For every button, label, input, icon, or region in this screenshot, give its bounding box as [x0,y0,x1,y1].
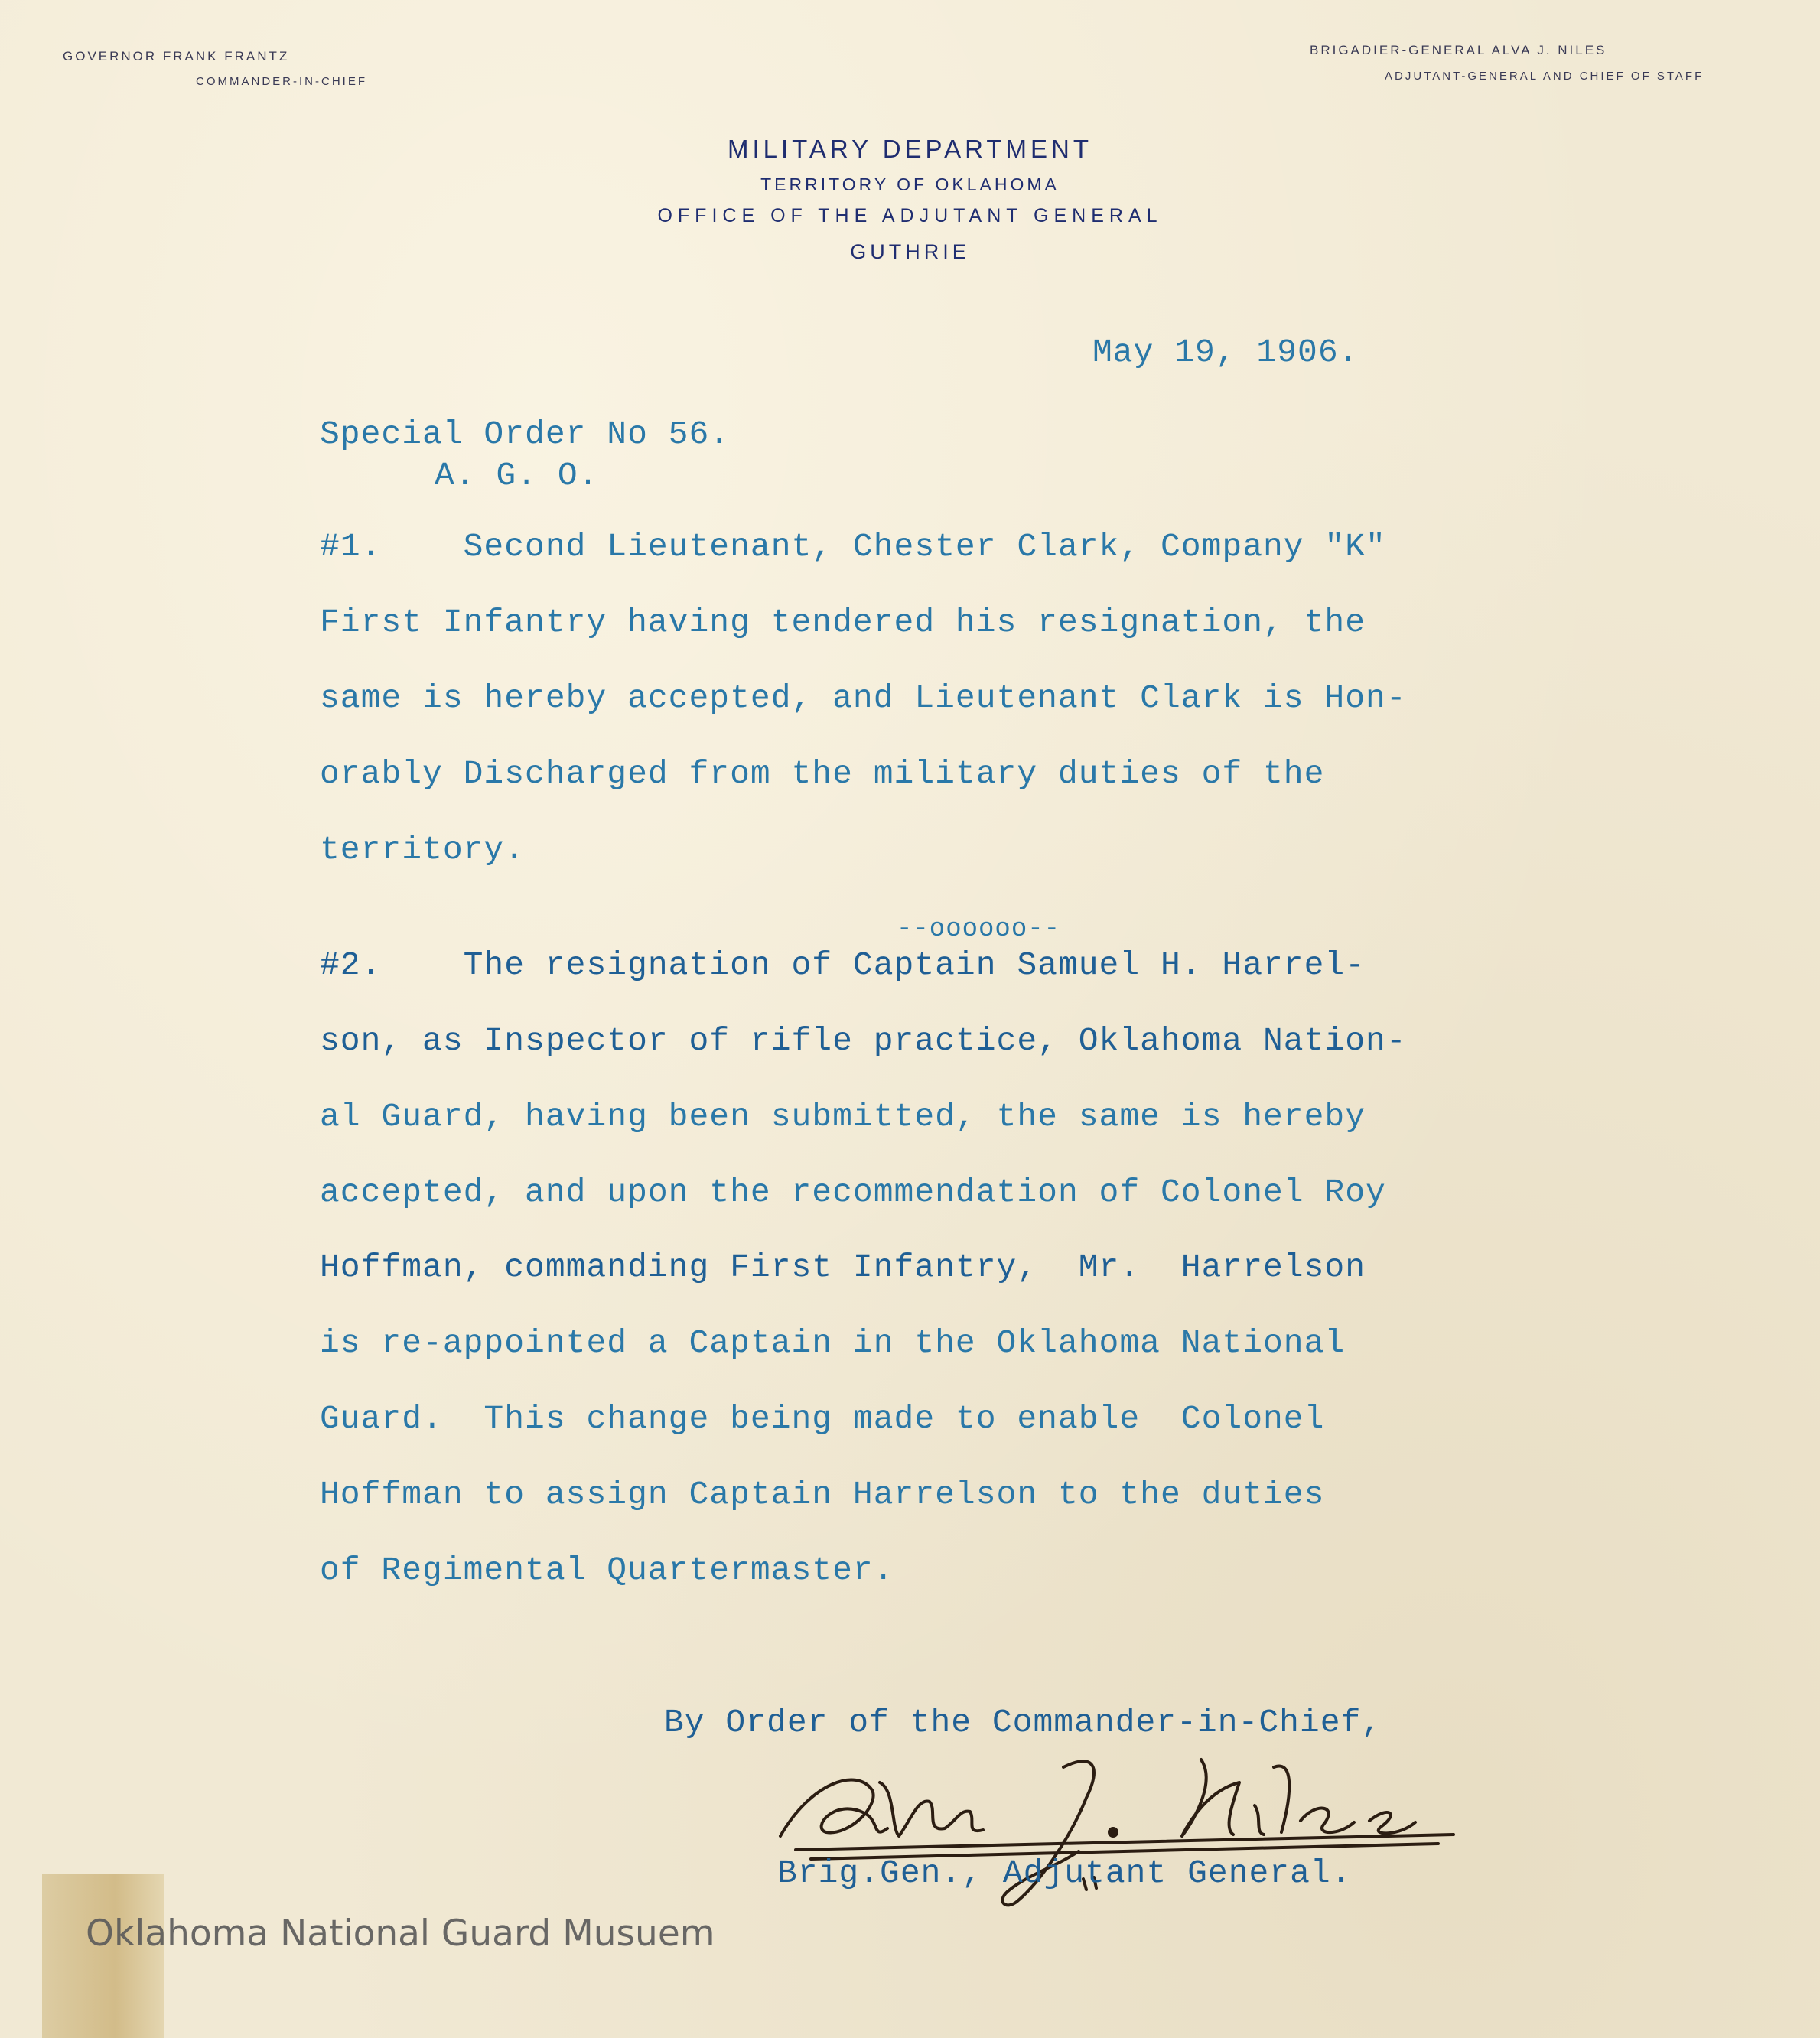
signer-title: Brig.Gen., Adjutant General. [777,1854,1352,1892]
territory-heading: TERRITORY OF OKLAHOMA [760,174,1060,194]
paragraph2-line: Hoffman to assign Captain Harrelson to the duties [320,1476,1325,1513]
general-title: ADJUTANT-GENERAL AND CHIEF OF STAFF [1385,70,1704,83]
order-title: Special Order No 56. [320,415,731,453]
letter-date: May 19, 1906. [1092,334,1359,371]
governor-name: GOVERNOR FRANK FRANTZ [63,49,290,63]
paragraph2-line: son, as Inspector of rifle practice, Oklahoma Nation- [320,1022,1407,1060]
paragraph1-line: same is hereby accepted, and Lieutenant Clark is Hon- [320,679,1407,717]
paragraph1-line: orably Discharged from the military duties of the [320,755,1325,793]
paragraph2-line: is re-appointed a Captain in the Oklahoma National [320,1324,1346,1362]
paragraph2-line: of Regimental Quartermaster. [320,1551,894,1589]
paragraph2-line: Guard. This change being made to enable Colonel [320,1400,1325,1437]
paragraph2-line: Hoffman, commanding First Infantry, Mr. Harrelson [320,1249,1366,1286]
order-code: A. G. O. [435,457,599,494]
paragraph1-line: #1. Second Lieutenant, Chester Clark, Company "K" [320,528,1386,565]
paragraph1-line: First Infantry having tendered his resignation, the [320,604,1366,641]
tape-stain [42,1874,164,2038]
closing-line: By Order of the Commander-in-Chief, [664,1704,1382,1741]
paragraph1-line: territory. [320,831,526,868]
office-heading: OFFICE OF THE ADJUTANT GENERAL [657,205,1163,226]
governor-title: COMMANDER-IN-CHIEF [196,75,367,88]
department-heading: MILITARY DEPARTMENT [727,135,1092,163]
paragraph2-line: al Guard, having been submitted, the same is hereby [320,1098,1366,1135]
paragraph2-line: #2. The resignation of Captain Samuel H. Harrel- [320,946,1366,984]
city-heading: GUTHRIE [850,240,970,263]
general-name: BRIGADIER-GENERAL ALVA J. NILES [1310,43,1607,57]
paragraph2-line: accepted, and upon the recommendation of Colonel Roy [320,1174,1386,1211]
handwritten-signature [765,1737,1492,1920]
section-separator: --oooooo-- [897,915,1061,944]
museum-watermark: Oklahoma National Guard Musuem [86,1913,715,1955]
